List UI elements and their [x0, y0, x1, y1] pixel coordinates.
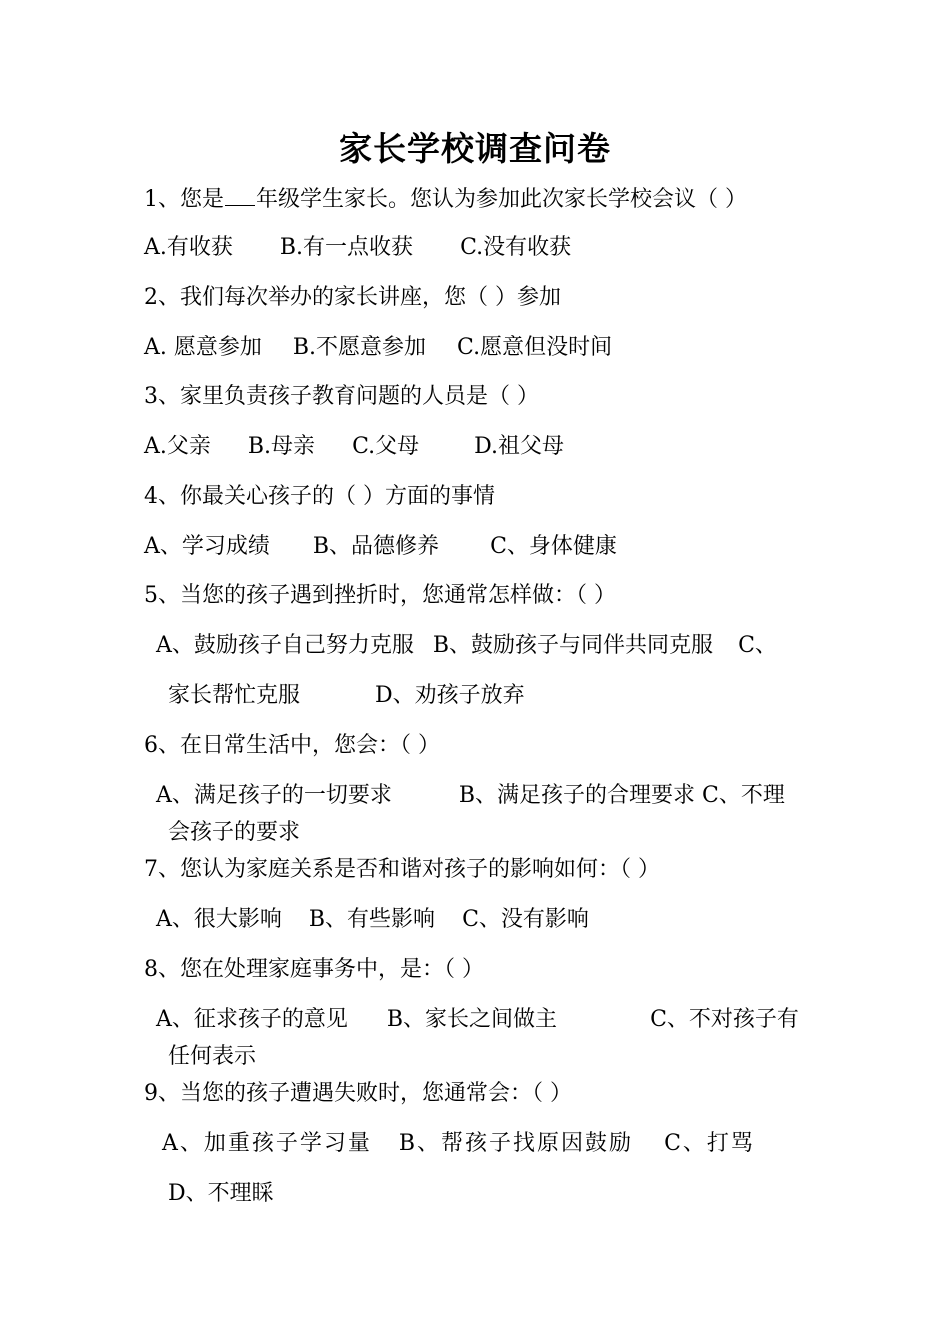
q7-option-c: C、没有影响: [462, 907, 589, 932]
q4-option-a: A、学习成绩: [144, 534, 270, 559]
question-1-suffix: 年级学生家长。您认为参加此次家长学校会议（ ）: [256, 187, 747, 212]
question-1-options: [144, 233, 571, 263]
q1-option-a: A.有收获: [144, 235, 233, 260]
question-9-options: [162, 1129, 755, 1159]
question-4-options: [144, 532, 617, 562]
q1-option-c: C.没有收获: [460, 235, 572, 260]
q4-option-b: B、品德修养: [312, 534, 440, 559]
q8-option-c-cont: 任何表示: [168, 1044, 257, 1069]
q5-option-c: C、: [738, 633, 777, 658]
q3-option-a: A.父亲: [144, 434, 211, 459]
q8-option-a: A、征求孩子的意见: [156, 1007, 348, 1032]
q7-option-b: B、有些影响: [308, 907, 436, 932]
question-3: 3、家里负责孩子教育问题的人员是（ ）: [144, 384, 539, 409]
question-5-options: [156, 631, 777, 661]
q2-option-c: C.愿意但没时间: [457, 335, 613, 360]
q9-option-b: B、帮孩子找原因鼓励: [398, 1131, 634, 1156]
q9-option-a: A、加重孩子学习量: [162, 1131, 372, 1156]
question-9: 9、当您的孩子遭遇失败时，您通常会：（ ）: [144, 1081, 572, 1106]
q8-option-b: B、家长之间做主: [386, 1007, 558, 1032]
question-7-options: [156, 905, 589, 935]
question-1-prefix: 1、您是: [144, 187, 224, 212]
question-2-options: [144, 333, 612, 363]
q5-option-a: A、鼓励孩子自己努力克服: [156, 633, 414, 658]
q1-option-b: B.有一点收获: [279, 235, 414, 260]
question-4: 4、你最关心孩子的（ ）方面的事情: [144, 484, 495, 509]
question-5-options-cont: [168, 681, 525, 711]
q3-option-c: C.父母: [352, 434, 420, 459]
q9-option-d: D、不理睬: [168, 1181, 274, 1206]
question-3-options: [144, 432, 564, 462]
q3-option-b: B.母亲: [247, 434, 316, 459]
q9-option-c: C、打骂: [664, 1131, 755, 1156]
q2-option-b: B.不愿意参加: [292, 335, 427, 360]
q5-option-d: D、劝孩子放弃: [375, 683, 525, 708]
q5-option-c-cont: 家长帮忙克服: [168, 683, 301, 708]
question-7: 7、您认为家庭关系是否和谐对孩子的影响如何：（ ）: [144, 857, 660, 882]
q8-option-c: C、不对孩子有: [650, 1007, 799, 1032]
q2-option-a: A. 愿意参加: [144, 335, 262, 360]
question-1: [144, 183, 747, 215]
q4-option-c: C、身体健康: [490, 534, 617, 559]
question-2: 2、我们每次举办的家长讲座，您（ ）参加: [144, 285, 561, 310]
document-title: 家长学校调查问卷: [339, 129, 611, 168]
grade-blank: [225, 183, 255, 206]
q6-option-a: A、满足孩子的一切要求: [156, 783, 392, 808]
q3-option-d: D.祖父母: [474, 434, 564, 459]
question-6-options: [156, 781, 785, 811]
question-8-options: [156, 1005, 799, 1035]
question-8: 8、您在处理家庭事务中，是：（ ）: [144, 957, 484, 982]
q6-option-c-cont: 会孩子的要求: [168, 820, 301, 845]
question-5: 5、当您的孩子遇到挫折时，您通常怎样做：（ ）: [144, 583, 616, 608]
q6-option-b: B、满足孩子的合理要求 C、不理: [458, 783, 785, 808]
q5-option-b: B、鼓励孩子与同伴共同克服: [432, 633, 714, 658]
q7-option-a: A、很大影响: [156, 907, 282, 932]
question-6: 6、在日常生活中，您会：（ ）: [144, 733, 440, 758]
